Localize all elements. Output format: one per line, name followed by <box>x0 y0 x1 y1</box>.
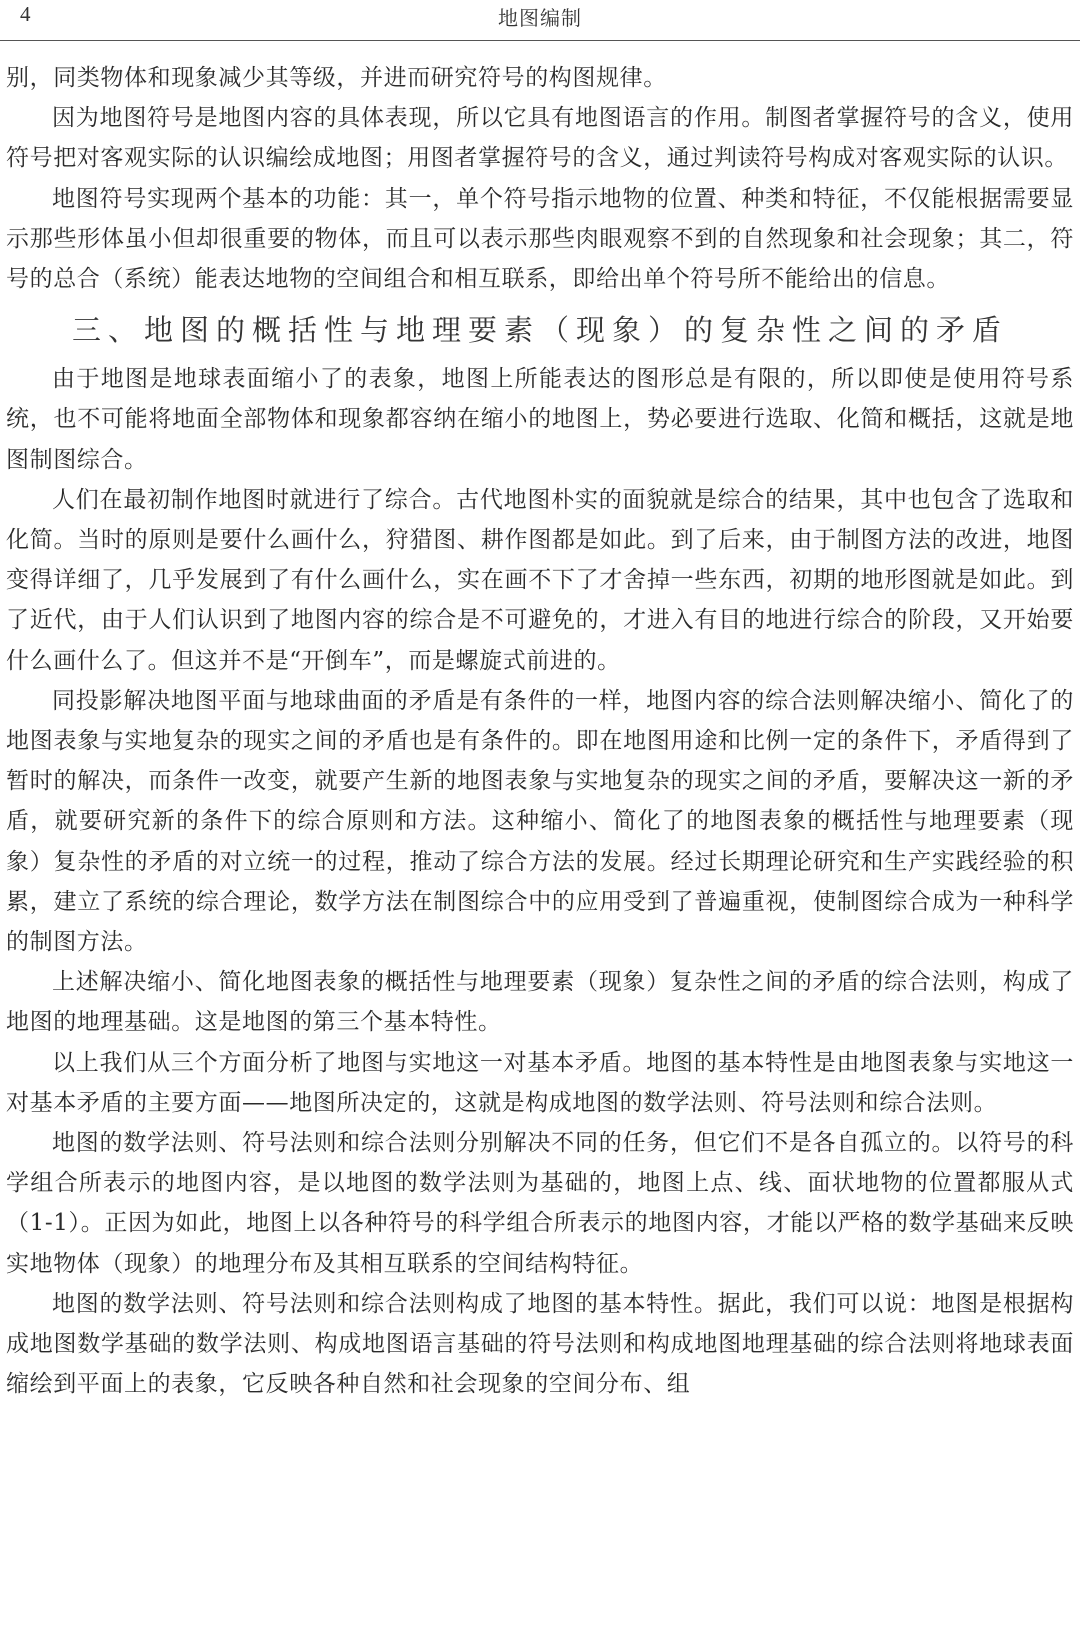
section-heading: 三、地图的概括性与地理要素（现象）的复杂性之间的矛盾 <box>71 313 1008 348</box>
paragraph: 别，同类物体和现象减少其等级，并进而研究符号的构图规律。 <box>6 65 667 91</box>
paragraph: 地图的数学法则、符号法则和综合法则分别解决不同的任务，但它们不是各自孤立的。以符号的科学组合所表示的地图内容，是以地图的数学法则为基础的，地图上点、线、面状地物的位置都服从式（1-1）。正因为如此，地图上以各种符号的科学组合所表示的地图内容，才能以严格的数学基础来反映实地物体（现象）的地理分布及其相互联系的空间结构特征。 <box>6 1130 1074 1277</box>
paragraph: 地图符号实现两个基本的功能：其一，单个符号指示地物的位置、种类和特征，不仅能根据需要显示那些形体虽小但却很重要的物体，而且可以表示那些肉眼观察不到的自然现象和社会现象；其二，符号的总合（系统）能表达地物的空间组合和相互联系，即给出单个符号所不能给出的信息。 <box>6 185 1074 293</box>
paragraph: 以上我们从三个方面分析了地图与实地这一对基本矛盾。地图的基本特性是由地图表象与实地这一对基本矛盾的主要方面——地图所决定的，这就是构成地图的数学法则、符号法则和综合法则。 <box>6 1049 1074 1116</box>
page-body <box>6 58 1074 1405</box>
paragraph: 由于地图是地球表面缩小了的表象，地图上所能表达的图形总是有限的，所以即使是使用符号系统，也不可能将地面全部物体和现象都容纳在缩小的地图上，势必要进行选取、化简和概括，这就是地图制图综合。 <box>6 366 1074 473</box>
paragraph: 因为地图符号是地图内容的具体表现，所以它具有地图语言的作用。制图者掌握符号的含义，使用符号把对客观实际的认识编绘成地图；用图者掌握符号的含义，通过判读符号构成对客观实际的认识。 <box>6 105 1074 172</box>
page-number: 4 <box>20 2 31 26</box>
paragraph: 人们在最初制作地图时就进行了综合。古代地图朴实的面貌就是综合的结果，其中也包含了选取和化简。当时的原则是要什么画什么，狩猎图、耕作图都是如此。到了后来，由于制图方法的改进，地图变得详细了，几乎发展到了有什么画什么，实在画不下了才舍掉一些东西，初期的地形图就是如此。到了近代，由于人们认识到了地图内容的综合是不可避免的，才进入有目的地进行综合的阶段，又开始要什么画什么了。但这并不是“开倒车”，而是螺旋式前进的。 <box>6 486 1074 674</box>
paragraph: 地图的数学法则、符号法则和综合法则构成了地图的基本特性。据此，我们可以说：地图是根据构成地图数学基础的数学法则、构成地图语言基础的符号法则和构成地图地理基础的综合法则将地球表面缩绘到平面上的表象，它反映各种自然和社会现象的空间分布、组 <box>6 1290 1074 1398</box>
running-title: 地图编制 <box>498 6 582 30</box>
paragraph: 上述解决缩小、简化地图表象的概括性与地理要素（现象）复杂性之间的矛盾的综合法则，构成了地图的地理基础。这是地图的第三个基本特性。 <box>6 969 1074 1036</box>
paragraph: 同投影解决地图平面与地球曲面的矛盾是有条件的一样，地图内容的综合法则解决缩小、简化了的地图表象与实地复杂的现实之间的矛盾也是有条件的。即在地图用途和比例一定的条件下，矛盾得到了暂时的解决，而条件一改变，就要产生新的地图表象与实地复杂的现实之间的矛盾，要解决这一新的矛盾，就要研究新的条件下的综合原则和方法。这种缩小、简化了的地图表象的概括性与地理要素（现象）复杂性的矛盾的对立统一的过程，推动了综合方法的发展。经过长期理论研究和生产实践经验的积累，建立了系统的综合理论，数学方法在制图综合中的应用受到了普遍重视，使制图综合成为一种科学的制图方法。 <box>6 687 1074 956</box>
page-header <box>0 0 1080 41</box>
